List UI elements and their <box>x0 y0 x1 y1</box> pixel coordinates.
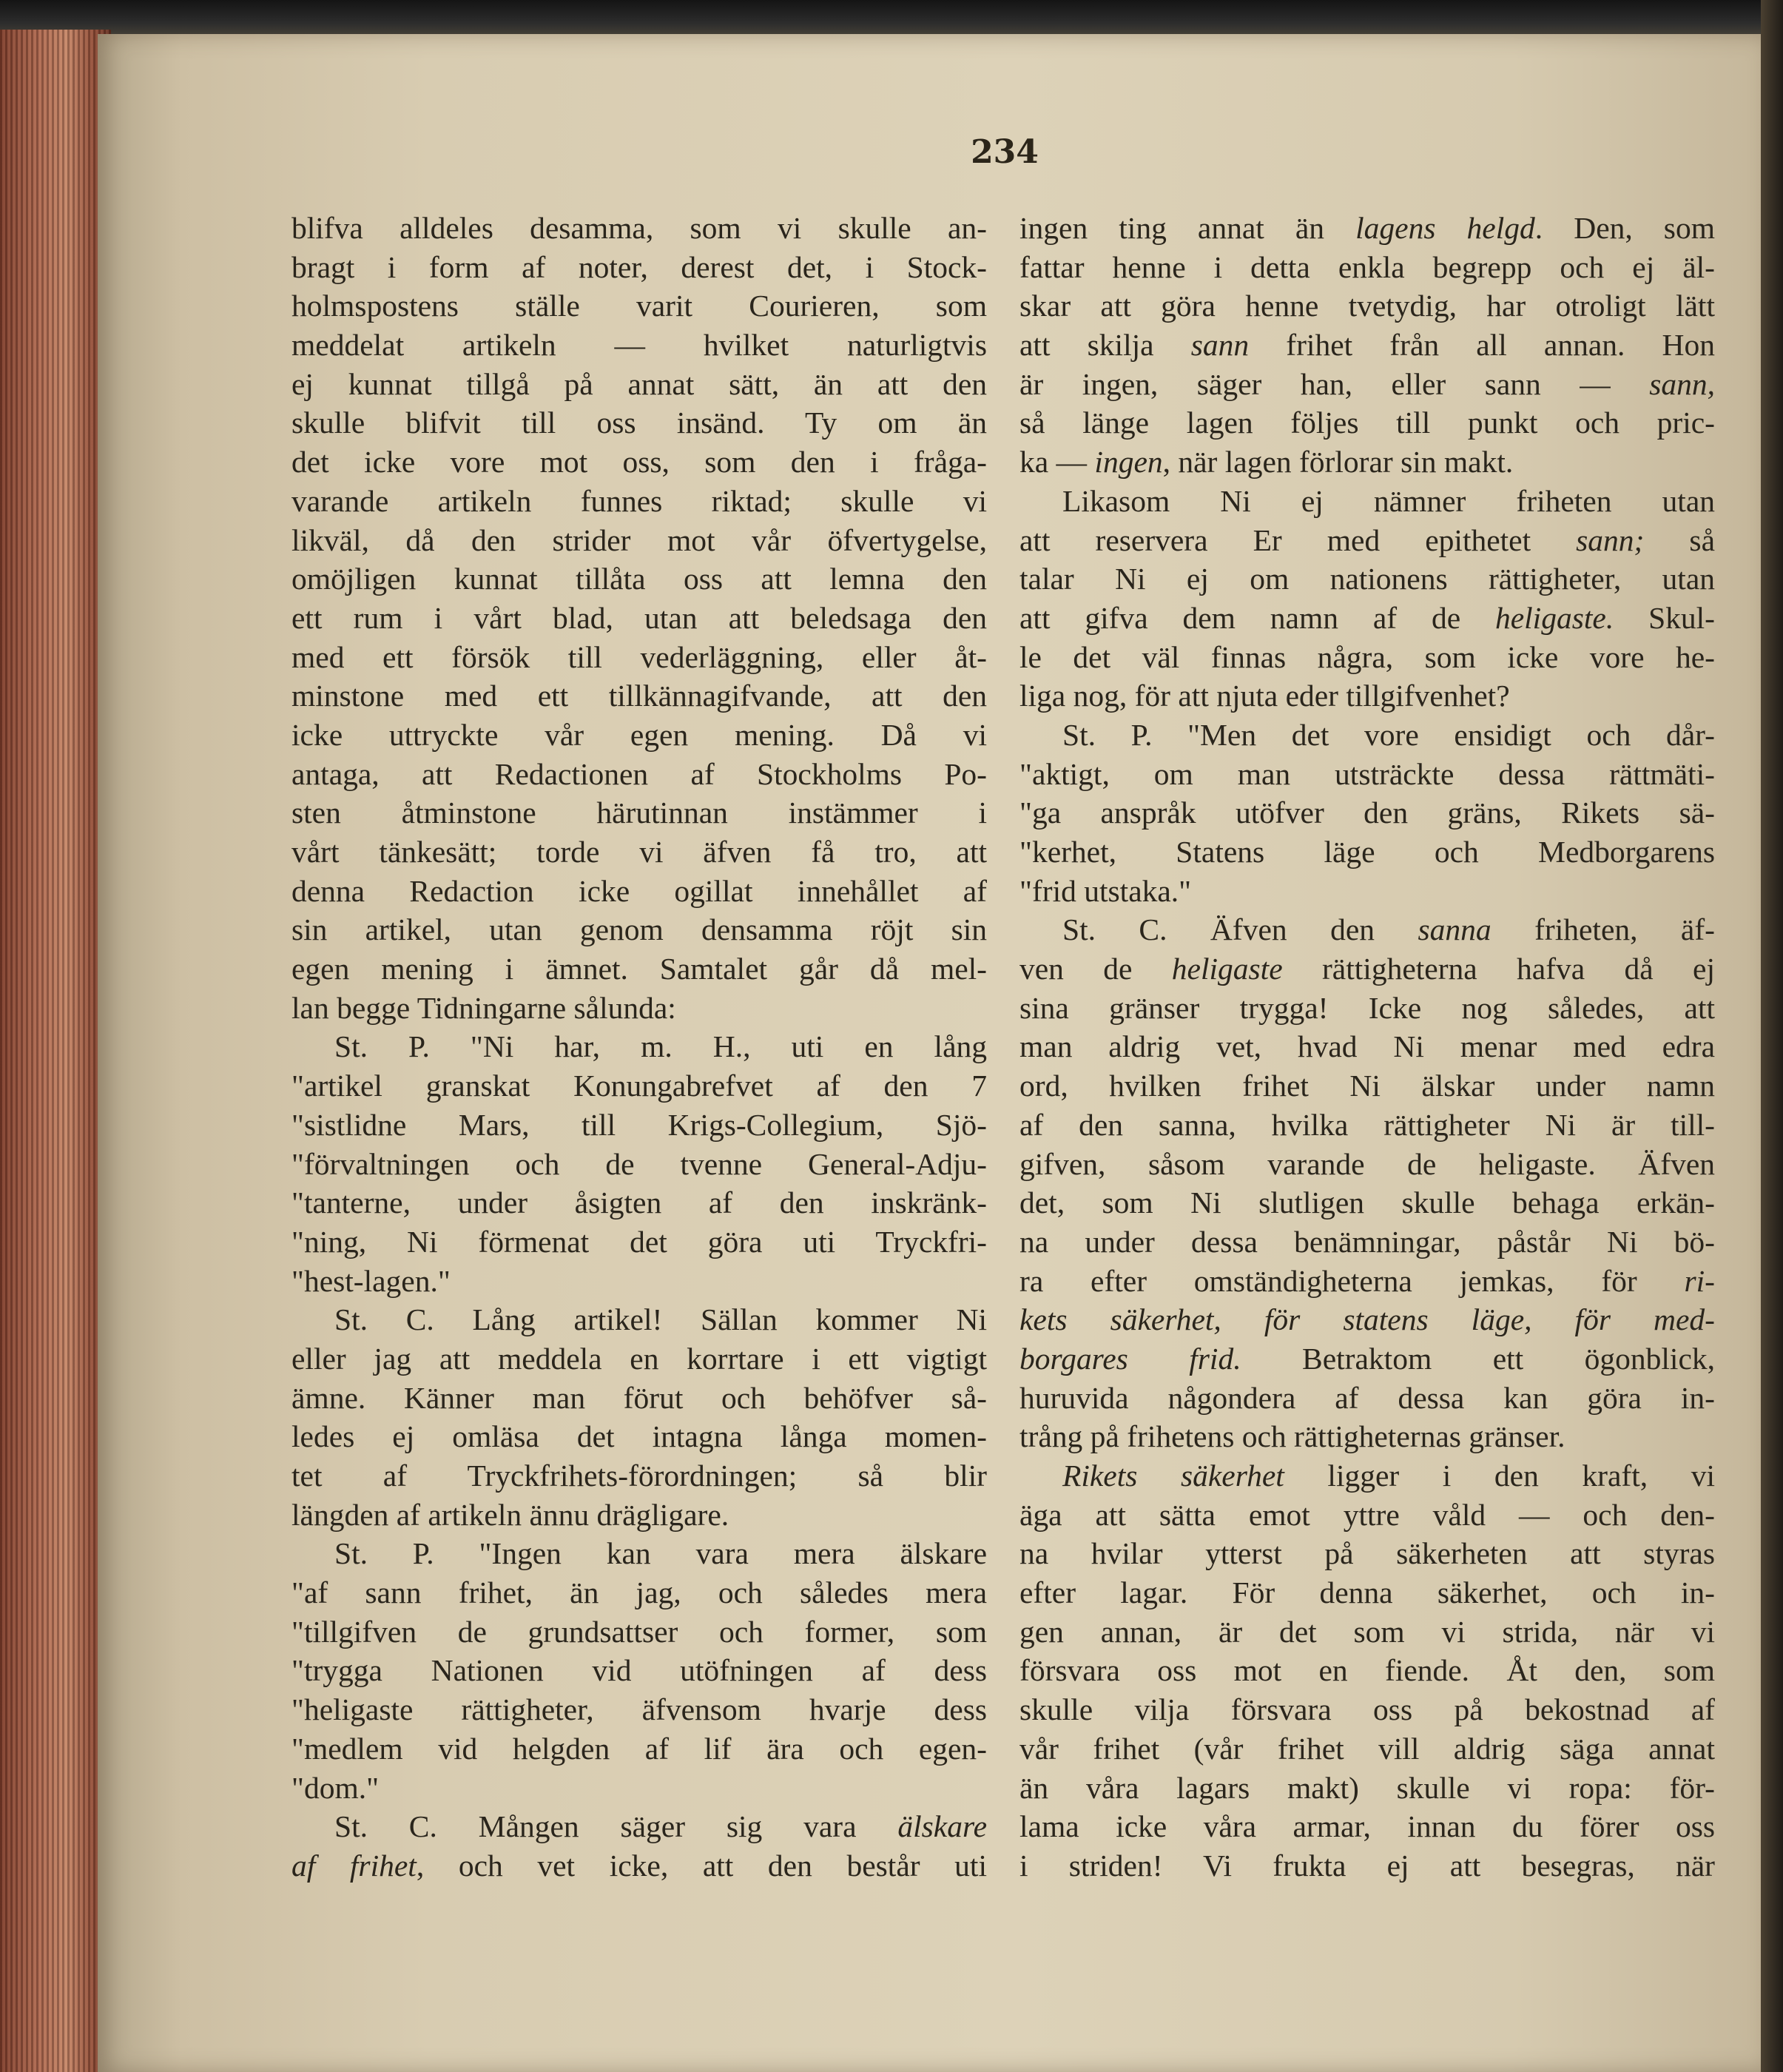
text-line: försvara oss mot en fiende. Åt den, som <box>1019 1653 1715 1688</box>
text-line: ra efter omständigheterna jemkas, för ri- <box>1019 1263 1715 1298</box>
text-line: sina gränser trygga! Icke nog således, att <box>1019 990 1715 1025</box>
text-line: att skilja sann frihet från all annan. Hon <box>1019 328 1716 363</box>
text-line: talar Ni ej om nationens rättigheter, utan <box>1019 562 1715 596</box>
text-line: blifva alldeles desamma, som vi skulle an- <box>291 211 987 245</box>
top-shadow <box>0 0 1783 38</box>
text-line: "ning, Ni förmenat det göra uti Tryckfri- <box>291 1224 987 1259</box>
text-line: St. P. "Ni har, m. H., uti en lång <box>334 1029 987 1064</box>
text-line: "af sann frihet, än jag, och således mera <box>291 1575 987 1610</box>
text-line: med ett försök till vederläggning, eller åt- <box>291 639 987 674</box>
text-line: längden af artikeln ännu drägligare. <box>291 1497 729 1532</box>
text-line: "frid utstaka." <box>1019 873 1192 908</box>
text-line: ord, hvilken frihet Ni älskar under namn <box>1019 1069 1715 1103</box>
text-line: St. C. Mången säger sig vara älskare <box>334 1809 987 1844</box>
text-line: "artikel granskat Konungabrefvet af den 7 <box>291 1069 987 1103</box>
text-column-right <box>1019 209 1715 1886</box>
text-line: skar att göra henne tvetydig, har otroligt lätt <box>1019 289 1715 323</box>
text-line: i striden! Vi frukta ej att besegras, när <box>1019 1848 1715 1883</box>
text-line: Rikets säkerhet ligger i den kraft, vi <box>1062 1459 1715 1493</box>
text-line: skulle blifvit till oss insänd. Ty om än <box>291 406 987 440</box>
text-line: "medlem vid helgden af lif ära och egen- <box>291 1731 987 1766</box>
text-line: likväl, då den strider mot vår öfvertygelse, <box>291 522 987 557</box>
text-line: kets säkerhet, för statens läge, för med- <box>1019 1302 1715 1337</box>
text-line: gen annan, är det som vi strida, när vi <box>1019 1614 1715 1649</box>
text-line: varande artikeln funnes riktad; skulle vi <box>291 483 987 518</box>
text-line: af frihet, och vet icke, att den består uti <box>291 1848 987 1883</box>
text-line: "trygga Nationen vid utöfningen af dess <box>291 1653 987 1688</box>
text-line: är ingen, säger han, eller sann — sann, <box>1019 366 1715 401</box>
text-line: ämne. Känner man förut och behöfver så- <box>291 1380 987 1415</box>
text-line: St. C. Lång artikel! Sällan kommer Ni <box>334 1302 987 1337</box>
text-line: holmspostens ställe varit Courieren, som <box>291 289 987 323</box>
text-line: lan begge Tidningarne sålunda: <box>291 990 676 1025</box>
text-line: St. C. Äfven den sanna friheten, äf- <box>1062 912 1715 947</box>
text-line: "dom." <box>291 1770 380 1805</box>
text-line: sin artikel, utan genom densamma röjt sin <box>291 912 987 947</box>
text-line: meddelat artikeln — hvilket naturligtvis <box>291 328 987 363</box>
text-line: att gifva dem namn af de heligaste. Skul- <box>1019 600 1715 635</box>
text-line: bragt i form af noter, derest det, i Stock- <box>291 249 987 284</box>
text-line: "ga anspråk utöfver den gräns, Rikets sä- <box>1019 796 1715 830</box>
text-line: na hvilar ytterst på säkerheten att styras <box>1019 1536 1715 1571</box>
text-line: så länge lagen följes till punkt och pric- <box>1019 406 1715 440</box>
text-line: ven de heligaste rättigheterna hafva då ej <box>1019 952 1716 986</box>
text-line: na under dessa benämningar, påstår Ni bö- <box>1019 1224 1715 1259</box>
text-line: antaga, att Redactionen af Stockholms Po- <box>291 756 987 791</box>
text-line: Likasom Ni ej nämner friheten utan <box>1062 483 1715 518</box>
text-line: "kerhet, Statens läge och Medborgarens <box>1019 835 1715 869</box>
text-line: vår frihet (vår frihet vill aldrig säga annat <box>1019 1731 1715 1766</box>
book-page-stack-edge <box>0 30 111 2072</box>
text-line: "heligaste rättigheter, äfvensom hvarje dess <box>291 1692 987 1727</box>
text-line: ledes ej omläsa det intagna långa momen- <box>291 1419 987 1454</box>
text-line: fattar henne i detta enkla begrepp och ej äl- <box>1019 249 1715 284</box>
text-line: le det väl finnas några, som icke vore he- <box>1019 639 1715 674</box>
text-line: huruvida någondera af dessa kan göra in- <box>1019 1380 1715 1415</box>
text-line: St. P. "Ingen kan vara mera älskare <box>334 1536 987 1571</box>
text-line: "aktigt, om man utsträckte dessa rättmäti- <box>1019 756 1715 791</box>
text-line: "hest-lagen." <box>291 1263 451 1298</box>
text-line: borgares frid. Betraktom ett ögonblick, <box>1019 1341 1715 1376</box>
text-line: liga nog, för att njuta eder tillgifvenhet? <box>1019 679 1510 713</box>
text-line: ka — ingen, när lagen förlorar sin makt. <box>1019 445 1514 480</box>
text-line: lama icke våra armar, innan du förer oss <box>1019 1809 1715 1844</box>
text-line: icke uttryckte vår egen mening. Då vi <box>291 717 987 752</box>
text-line: ej kunnat tillgå på annat sätt, än att den <box>291 366 987 401</box>
text-line: omöjligen kunnat tillåta oss att lemna den <box>291 562 987 596</box>
text-line: sten åtminstone härutinnan instämmer i <box>291 796 987 830</box>
text-line: att reservera Er med epithetet sann; så <box>1019 522 1715 557</box>
text-line: egen mening i ämnet. Samtalet går då mel- <box>291 952 987 986</box>
text-line: eller jag att meddela en korrtare i ett vigtigt <box>291 1341 987 1376</box>
text-line: tet af Tryckfrihets-förordningen; så blir <box>291 1459 987 1493</box>
text-line: gifven, såsom varande de heligaste. Äfven <box>1019 1146 1715 1181</box>
text-line: äga att sätta emot yttre våld — och den- <box>1019 1497 1715 1532</box>
text-line: denna Redaction icke ogillat innehållet af <box>291 873 987 908</box>
text-line: vårt tänkesätt; torde vi äfven få tro, att <box>291 835 987 869</box>
text-line: "förvaltningen och de tvenne General-Adju- <box>291 1146 987 1181</box>
text-line: ingen ting annat än lagens helgd. Den, som <box>1019 211 1715 245</box>
text-line: "tanterne, under åsigten af den inskränk- <box>291 1185 987 1220</box>
text-line: det icke vore mot oss, som den i fråga- <box>291 445 987 480</box>
text-line: "tillgifven de grundsattser och former, som <box>291 1614 987 1649</box>
text-line: efter lagar. För denna säkerhet, och in- <box>1019 1575 1715 1610</box>
right-shadow-edge <box>1761 0 1783 2072</box>
text-line: skulle vilja försvara oss på bekostnad af <box>1019 1692 1715 1727</box>
text-line: minstone med ett tillkännagifvande, att den <box>291 679 987 713</box>
text-line: af den sanna, hvilka rättigheter Ni är till- <box>1019 1107 1715 1142</box>
text-line: ett rum i vårt blad, utan att beledsaga den <box>291 600 987 635</box>
text-line: än våra lagars makt) skulle vi ropa: för- <box>1019 1770 1715 1805</box>
text-line: "sistlidne Mars, till Krigs-Collegium, Sjö- <box>291 1107 987 1142</box>
page-number: 234 <box>971 133 1039 171</box>
text-line: det, som Ni slutligen skulle behaga erkän- <box>1019 1185 1715 1220</box>
text-line: man aldrig vet, hvad Ni menar med edra <box>1019 1029 1715 1064</box>
text-line: trång på frihetens och rättigheternas gränser. <box>1019 1419 1565 1454</box>
text-column-left <box>291 209 987 1886</box>
text-line: St. P. "Men det vore ensidigt och dår- <box>1062 717 1715 752</box>
